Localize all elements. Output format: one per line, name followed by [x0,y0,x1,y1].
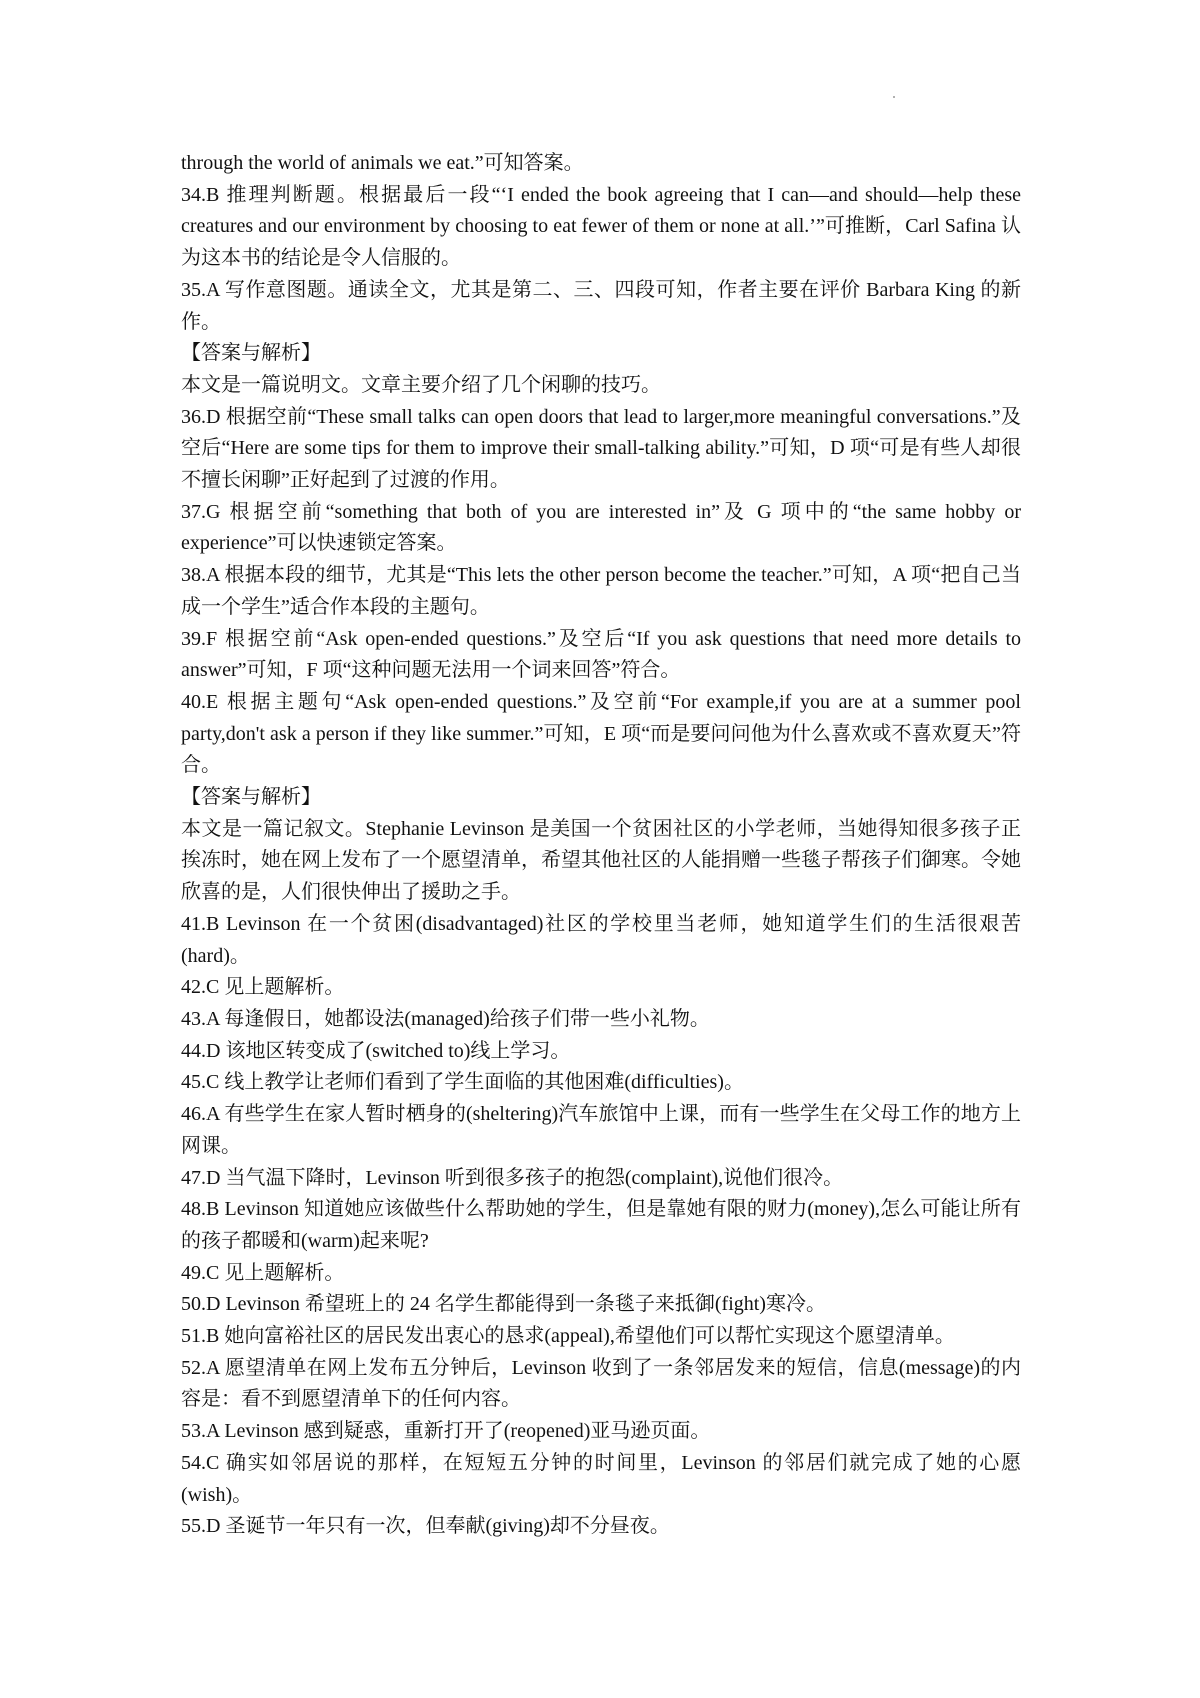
text-line-continuation: through the world of animals we eat.”可知答案。 [181,152,584,174]
passage-summary: 本文是一篇记叙文。Stephanie Levinson 是美国一个贫困社区的小学老师，当她得知很多孩子正挨冻时，她在网上发布了一个愿望清单，希望其他社区的人能捐赠一些毯子帮孩子们御寒。令她欣喜的是，人们很快伸出了援助之手。 [181,817,1021,904]
scan-speck [893,96,895,98]
answer-37: 37.G 根据空前“something that both of you are interested in”及 G 项中的“the same hobby or experience”可以快速锁定答案。 [181,500,1021,555]
answer-50: 50.D Levinson 希望班上的 24 名学生都能得到一条毯子来抵御(fight)寒冷。 [181,1293,826,1316]
answer-45: 45.C 线上教学让老师们看到了学生面临的其他困难(difficulties)。 [181,1071,744,1094]
answer-46: 46.A 有些学生在家人暂时栖身的(sheltering)汽车旅馆中上课，而有一些学生在父母工作的地方上网课。 [181,1103,1021,1157]
answer-34: 34.B 推理判断题。根据最后一段“‘I ended the book agreeing that I can—and should—help these creatures and our environment by choosing to eat fewer of them or none at all.’”可推断，Carl Safina 认为这本书的结论是令人信服的。 [181,183,1021,270]
answer-42: 42.C 见上题解析。 [181,976,345,999]
answer-51: 51.B 她向富裕社区的居民发出衷心的恳求(appeal),希望他们可以帮忙实现这个愿望清单。 [181,1325,955,1348]
answer-55: 55.D 圣诞节一年只有一次，但奉献(giving)却不分昼夜。 [181,1515,670,1538]
passage-summary: 本文是一篇说明文。文章主要介绍了几个闲聊的技巧。 [181,373,661,396]
answer-47: 47.D 当气温下降时，Levinson 听到很多孩子的抱怨(complaint),说他们很冷。 [181,1166,844,1189]
answer-48: 48.B Levinson 知道她应该做些什么帮助她的学生，但是靠她有限的财力(money),怎么可能让所有的孩子都暖和(warm)起来呢? [181,1198,1021,1252]
answer-38: 38.A 根据本段的细节，尤其是“This lets the other person become the teacher.”可知，A 项“把自己当成一个学生”适合作本段的主题句。 [181,564,1021,618]
answer-52: 52.A 愿望清单在网上发布五分钟后，Levinson 收到了一条邻居发来的短信，信息(message)的内容是：看不到愿望清单下的任何内容。 [181,1356,1021,1411]
answer-54: 54.C 确实如邻居说的那样，在短短五分钟的时间里，Levinson 的邻居们就完成了她的心愿(wish)。 [181,1451,1021,1506]
answer-39: 39.F 根据空前“Ask open-ended questions.”及空后“If you ask questions that need more details to answer”可知，F 项“这种问题无法用一个词来回答”符合。 [181,627,1021,682]
answer-36: 36.D 根据空前“These small talks can open doors that lead to larger,more meaningful conversations.”及空后“Here are some tips for them to improve their small-talking ability.”可知，D 项“可是有些人却很不擅长闲聊”正好起到了过渡的作用。 [181,405,1021,492]
answer-35: 35.A 写作意图题。通读全文，尤其是第二、三、四段可知，作者主要在评价 Barbara King 的新作。 [181,278,1021,333]
answer-44: 44.D 该地区转变成了(switched to)线上学习。 [181,1039,571,1062]
answer-key-document [181,148,1021,1543]
answer-43: 43.A 每逢假日，她都设法(managed)给孩子们带一些小礼物。 [181,1007,710,1030]
section-heading: 【答案与解析】 [181,342,321,365]
answer-41: 41.B Levinson 在一个贫困(disadvantaged)社区的学校里当老师，她知道学生们的生活很艰苦(hard)。 [181,912,1021,967]
answer-40: 40.E 根据主题句“Ask open-ended questions.”及空前“For example,if you are at a summer pool party,don't ask a person if they like summer.”可知，E 项“而是要问问他为什么喜欢或不喜欢夏天”符合。 [181,690,1021,777]
answer-49: 49.C 见上题解析。 [181,1261,345,1284]
section-heading: 【答案与解析】 [181,786,321,809]
answer-53: 53.A Levinson 感到疑惑，重新打开了(reopened)亚马逊页面。 [181,1420,711,1443]
